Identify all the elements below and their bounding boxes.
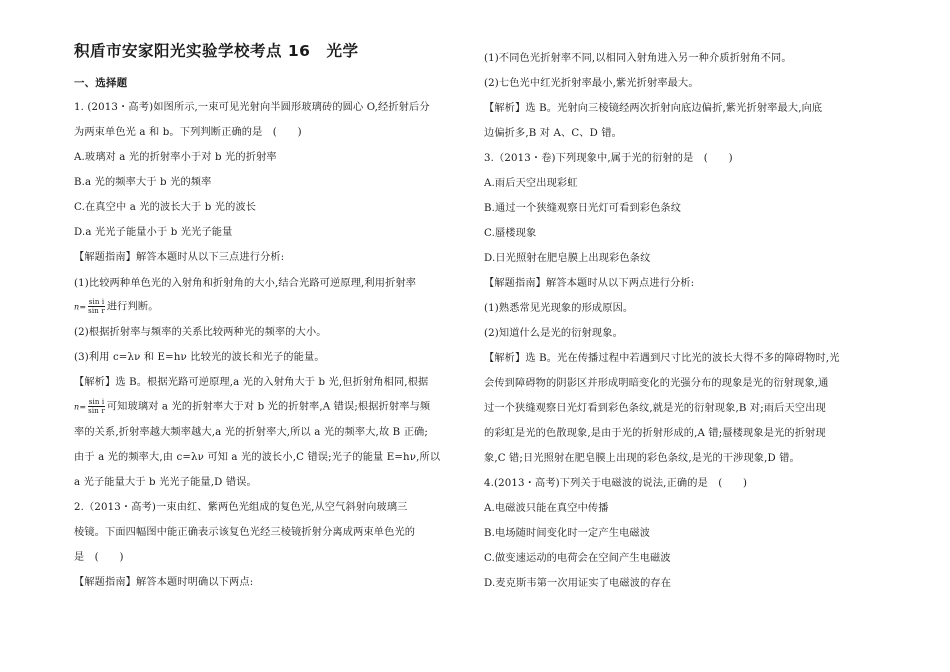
text-line: 4.(2013・高考)下列关于电磁波的说法,正确的是 ( ) [484,478,748,489]
text-line: C.蜃楼现象 [484,228,537,239]
text-line: 边偏折多,B 对 A、C、D 错。 [484,128,622,139]
fraction-numerator: sin i [88,398,105,406]
text-line: 过一个狭缝观察日光灯看到彩色条纹,就是光的衍射现象,B 对;雨后天空出现 [484,403,826,414]
text-line: B.a 光的频率大于 b 光的频率 [74,177,212,188]
text-line: 【解析】选 B。根据光路可逆原理,a 光的入射角大于 b 光,但折射角相同,根据 [74,377,429,388]
text-line: 【解析】选 B。光在传播过程中若遇到尺寸比光的波长大得不多的障碍物时,光 [484,353,840,364]
text-line: A.电磁波只能在真空中传播 [484,503,609,514]
formula-line: n= $\frac{\text{sin i}}{\text{sin r}}$ 可知玻璃对 a 光的折射率大于对 b 光的折射率,A 错误;根据折射率与频 [74,398,431,415]
text-line: C.做变速运动的电荷会在空间产生电磁波 [484,553,671,564]
text-line: a 光子能量大于 b 光光子能量,D 错误。 [74,477,257,488]
text-line: (1)不同色光折射率不同,以相同入射角进入另一种介质折射角不同。 [484,53,792,64]
text-line: 2.（2013・高考)一束由红、紫两色光组成的复色光,从空气斜射向玻璃三 [74,502,408,513]
refraction-fraction [87,298,106,315]
formula-lhs: n [74,402,80,412]
text-line: B.通过一个狭缝观察日光灯可看到彩色条纹 [484,203,682,214]
text-line: 【解题指南】解答本题时从以下两点进行分析: [484,278,695,289]
text-line: (2)知道什么是光的衍射现象。 [484,328,623,339]
page-title: 积盾市安家阳光实验学校考点 16 光学 [74,42,359,60]
text-line: 1. (2013・高考)如图所示,一束可见光射向半圆形玻璃砖的圆心 O,经折射后分 [74,102,430,113]
section-heading: 一、选择题 [74,77,128,89]
formula-trailing-text: 进行判断。 [106,301,159,313]
fraction-denominator: sin r [88,407,105,415]
text-line: D.麦克斯韦第一次用证实了电磁波的存在 [484,578,672,589]
refraction-fraction [87,398,106,415]
text-line: 【解析】选 B。光射向三棱镜经两次折射向底边偏折,紫光折射率最大,向底 [484,103,823,114]
text-line: B.电场随时间变化时一定产生电磁波 [484,528,651,539]
text-line: 是 ( ) [74,552,124,563]
fraction-denominator: sin r [88,307,105,315]
text-line: 3.（2013・卷)下列现象中,属于光的衍射的是 ( ) [484,153,733,164]
text-line: (2)七色光中红光折射率最小,紫光折射率最大。 [484,78,699,89]
text-line: C.在真空中 a 光的波长大于 b 光的波长 [74,202,257,213]
text-line: (1)熟悉常见光现象的形成原因。 [484,303,634,314]
text-line: 【解题指南】解答本题时明确以下两点: [74,577,254,588]
text-line: 的彩虹是光的色散现象,是由于光的折射形成的,A 错;蜃楼现象是光的折射现 [484,428,826,439]
text-line: (1)比较两种单色光的入射角和折射角的大小,结合光路可逆原理,利用折射率 [74,278,417,289]
fraction-numerator: sin i [88,298,105,306]
text-line: 【解题指南】解答本题时从以下三点进行分析: [74,252,285,263]
formula-lhs: n [74,302,80,312]
text-line: 率的关系,折射率越大频率越大,a 光的折射率大,所以 a 光的频率大,故 B 正确; [74,427,428,438]
text-line: (3)利用 c=λν 和 E=hν 比较光的波长和光子的能量。 [74,352,325,363]
text-line: 象,C 错;日光照射在肥皂膜上出现的彩色条纹,是光的干涉现象,D 错。 [484,453,800,464]
text-line: 为两束单色光 a 和 b。下列判断正确的是 ( ) [74,127,302,138]
text-line: 由于 a 光的频率大,由 c=λν 可知 a 光的波长小,C 错误;光子的能量 E=hν,所以 [74,452,441,463]
text-line: D.a 光光子能量小于 b 光光子能量 [74,227,233,238]
text-line: (2)根据折射率与频率的关系比较两种光的频率的大小。 [74,327,327,338]
text-line: A.玻璃对 a 光的折射率小于对 b 光的折射率 [74,152,277,163]
text-line: D.日光照射在肥皂膜上出现彩色条纹 [484,253,651,264]
formula-trailing-text: 可知玻璃对 a 光的折射率大于对 b 光的折射率,A 错误;根据折射率与频 [106,401,431,413]
formula-line: n= $\frac{\text{sin i}}{\text{sin r}}$ 进行判断。 [74,298,159,315]
text-line: 会传到障碍物的阴影区并形成明暗变化的光强分布的现象是光的衍射现象,通 [484,378,829,389]
text-line: 棱镜。下面四幅图中能正确表示该复色光经三棱镜折射分离成两束单色光的 [74,527,416,538]
text-line: A.雨后天空出现彩虹 [484,178,578,189]
